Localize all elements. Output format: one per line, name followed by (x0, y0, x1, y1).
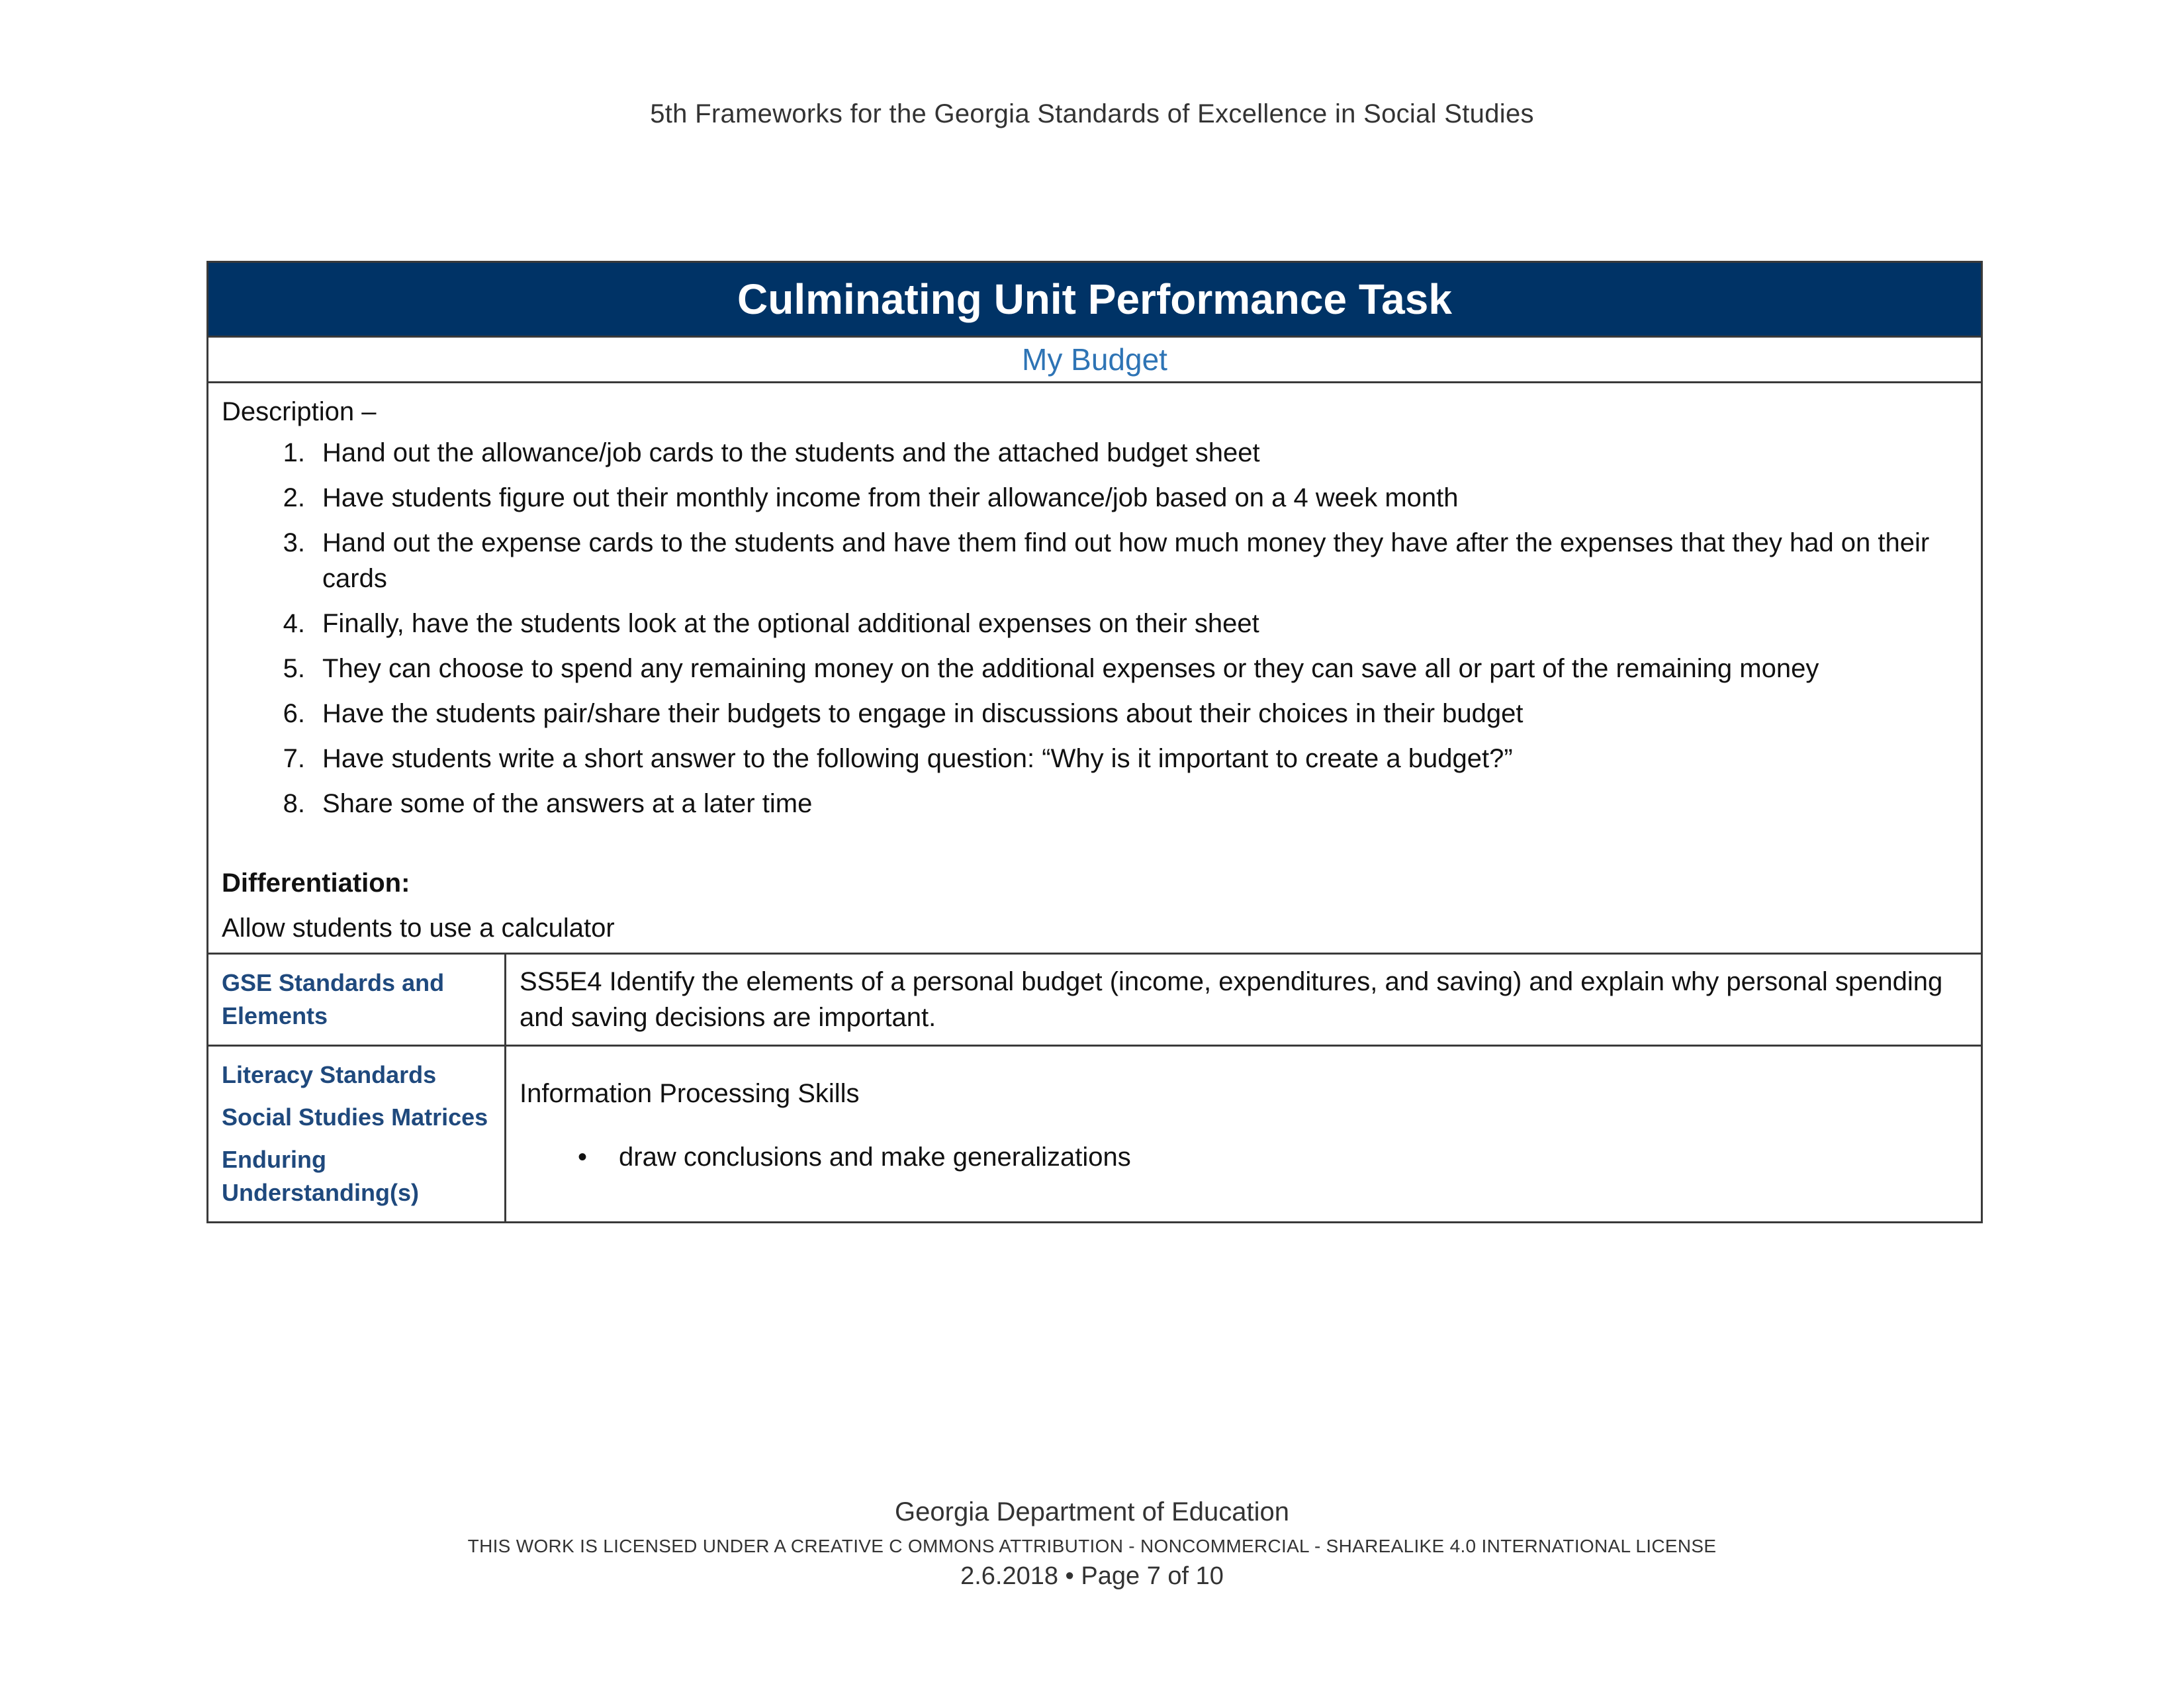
description-cell (208, 383, 1981, 955)
step-text: Finally, have the students look at the optional additional expenses on their sheet (322, 609, 1259, 638)
step-item (222, 525, 1968, 596)
step-number: 5. (283, 654, 305, 683)
enduring-understandings-label: Enduring Understanding(s) (222, 1146, 420, 1206)
step-number: 8. (283, 789, 305, 818)
step-text: Hand out the allowance/job cards to the students and the attached budget sheet (322, 438, 1260, 467)
literacy-row (208, 1047, 1981, 1221)
step-text: Have students figure out their monthly income from their allowance/job based on a 4 week month (322, 483, 1459, 512)
bullet-icon: • (577, 1143, 587, 1172)
description-label: Description – (222, 397, 377, 426)
step-number: 4. (283, 609, 305, 638)
step-number: 6. (283, 699, 305, 728)
bullet-text: draw conclusions and make generalizations (619, 1143, 1131, 1172)
step-item (222, 606, 1968, 641)
performance-task-table (206, 261, 1983, 1223)
literacy-standards-label: Literacy Standards (222, 1061, 437, 1088)
step-text: They can choose to spend any remaining money on the additional expenses or they can save all or part of the remaining money (322, 654, 1819, 683)
step-text: Have the students pair/share their budgets to engage in discussions about their choices in their budget (322, 699, 1524, 728)
social-studies-matrices-label: Social Studies Matrices (222, 1103, 488, 1131)
step-item (222, 435, 1968, 471)
step-item (222, 741, 1968, 776)
step-number: 7. (283, 744, 305, 773)
standards-row (208, 955, 1981, 1047)
step-text: Share some of the answers at a later time (322, 789, 813, 818)
footer-license: THIS WORK IS LICENSED UNDER A CREATIVE C OMMONS ATTRIBUTION - NONCOMMERCIAL - SHAREALIKE 4.0 INTERNATIONAL LICENSE (467, 1536, 1717, 1556)
footer-organization: Georgia Department of Education (895, 1497, 1289, 1526)
step-text: Have students write a short answer to the following question: “Why is it important to create a budget?” (322, 744, 1513, 773)
footer-date-page: 2.6.2018 • Page 7 of 10 (960, 1562, 1224, 1590)
task-subtitle: My Budget (208, 338, 1981, 383)
page-header: 5th Frameworks for the Georgia Standards of Excellence in Social Studies (650, 99, 1534, 128)
standards-text: SS5E4 Identify the elements of a personal budget (income, expenditures, and saving) and explain why personal spending and saving decisions are important. (520, 967, 1943, 1032)
differentiation-label: Differentiation: (222, 868, 410, 898)
step-number: 3. (283, 528, 305, 557)
bullet-item (520, 1139, 1968, 1175)
step-item (222, 651, 1968, 686)
steps-list (222, 435, 1968, 821)
step-item (222, 696, 1968, 731)
step-text: Hand out the expense cards to the students and have them find out how much money they have after the expenses that they had on their cards (322, 528, 1930, 593)
step-item (222, 786, 1968, 821)
task-title: Culminating Unit Performance Task (208, 263, 1981, 338)
step-number: 1. (283, 438, 305, 467)
literacy-content (506, 1047, 1981, 1221)
step-item (222, 480, 1968, 516)
standards-label: GSE Standards and Elements (208, 955, 506, 1045)
literacy-labels (208, 1047, 506, 1221)
information-processing-heading: Information Processing Skills (520, 1079, 860, 1108)
differentiation-text: Allow students to use a calculator (222, 914, 615, 943)
step-number: 2. (283, 483, 305, 512)
